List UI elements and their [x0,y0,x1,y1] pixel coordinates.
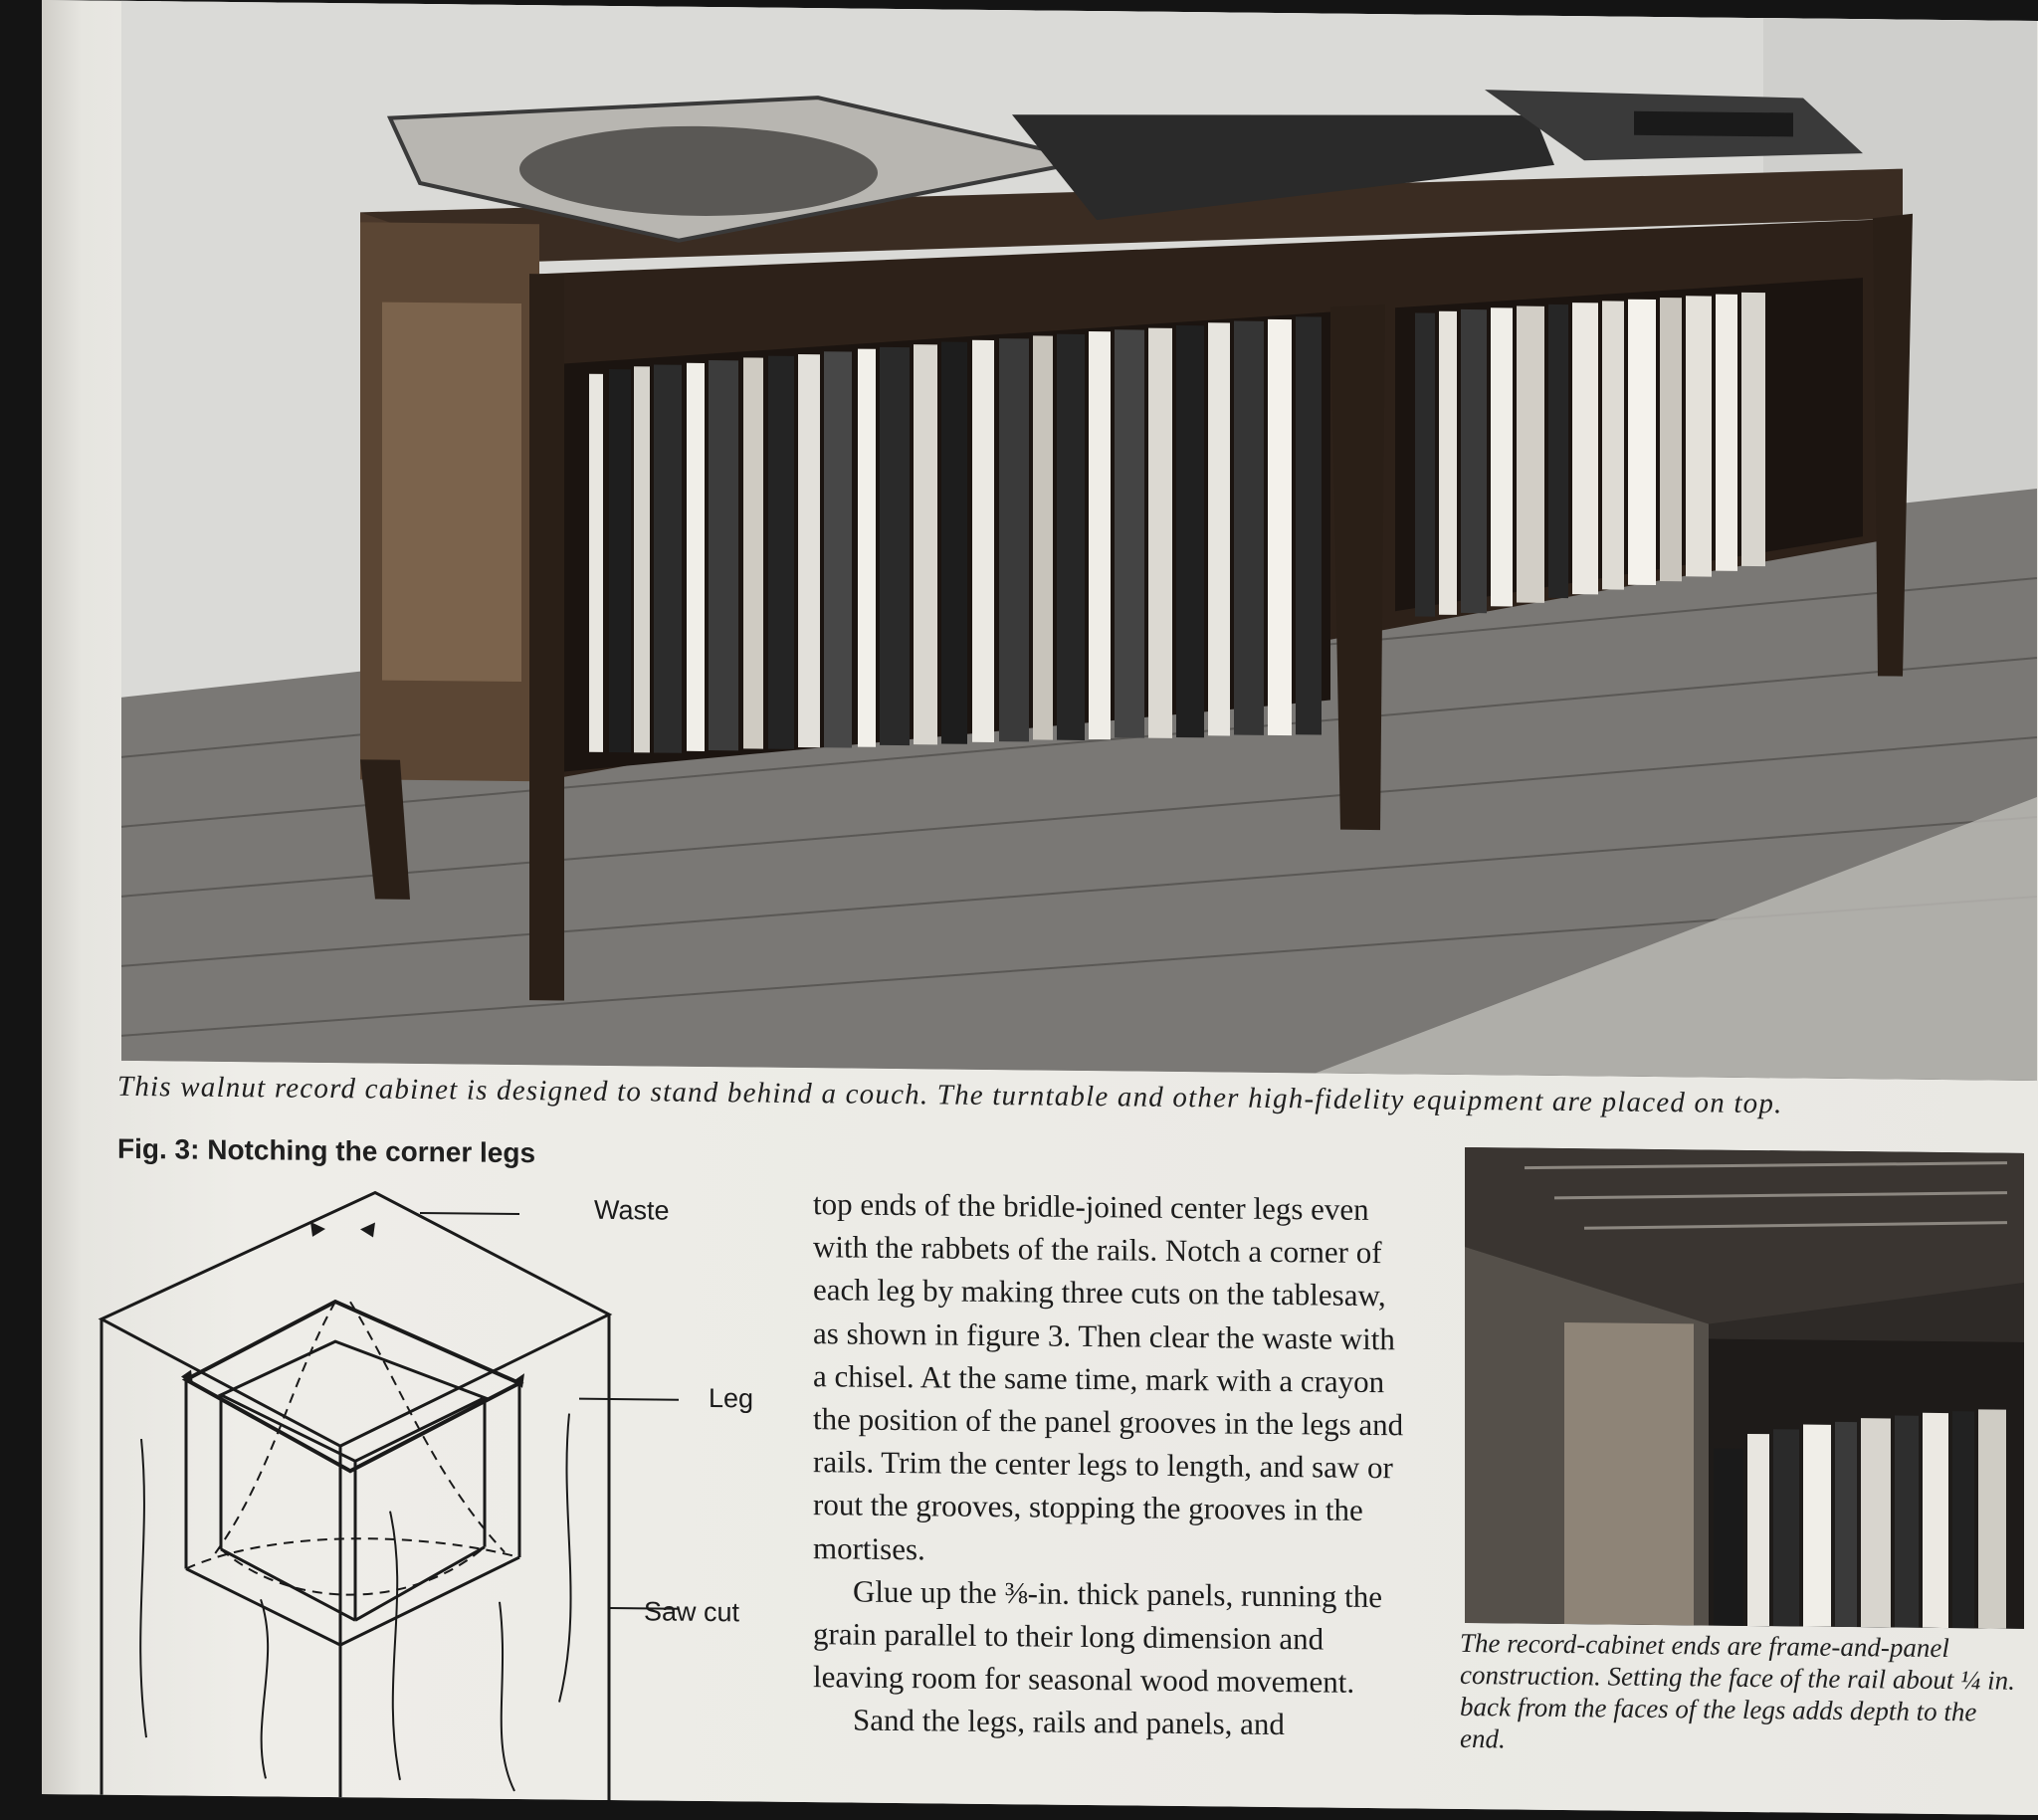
paragraph-2: Glue up the ⅜-in. thick panels, running the grain parallel to their long dimension and leaving room for seasonal wood movement. [813,1573,1383,1701]
label-waste: Waste [594,1194,670,1226]
paragraph-3-partial: Sand the legs, rails and panels, and [853,1702,1285,1742]
cabinet-end-photo [1465,1147,2024,1629]
label-saw-cut: Saw cut [644,1596,740,1628]
paragraph-1: top ends of the bridle-joined center legs even with the rabbets of the rails. Notch a corner of each leg by making three cuts on the tablesaw, as shown in figure 3. Then clear the waste with a chisel. At the same time, mark with a crayon the position of the panel grooves in the legs and rails. Trim the center legs to length, and saw or rout the grooves, stopping the grooves in the mortises. [813,1186,1404,1566]
notching-diagram [92,1180,788,1802]
label-leg: Leg [709,1383,754,1414]
side-photo-caption: The record-cabinet ends are frame-and-panel construction. Setting the face of the rail about ¼ in. back from the faces of the legs adds depth to the end. [1460,1627,2015,1754]
figure-title: Fig. 3: Notching the corner legs [117,1132,536,1169]
photo-caption: This walnut record cabinet is designed to stand behind a couch. The turntable and other high-fidelity equipment are placed on top. [117,1070,1783,1120]
article-body [813,1182,1410,1747]
magazine-page [42,0,2038,1815]
record-cabinet-photo [121,1,2037,1081]
